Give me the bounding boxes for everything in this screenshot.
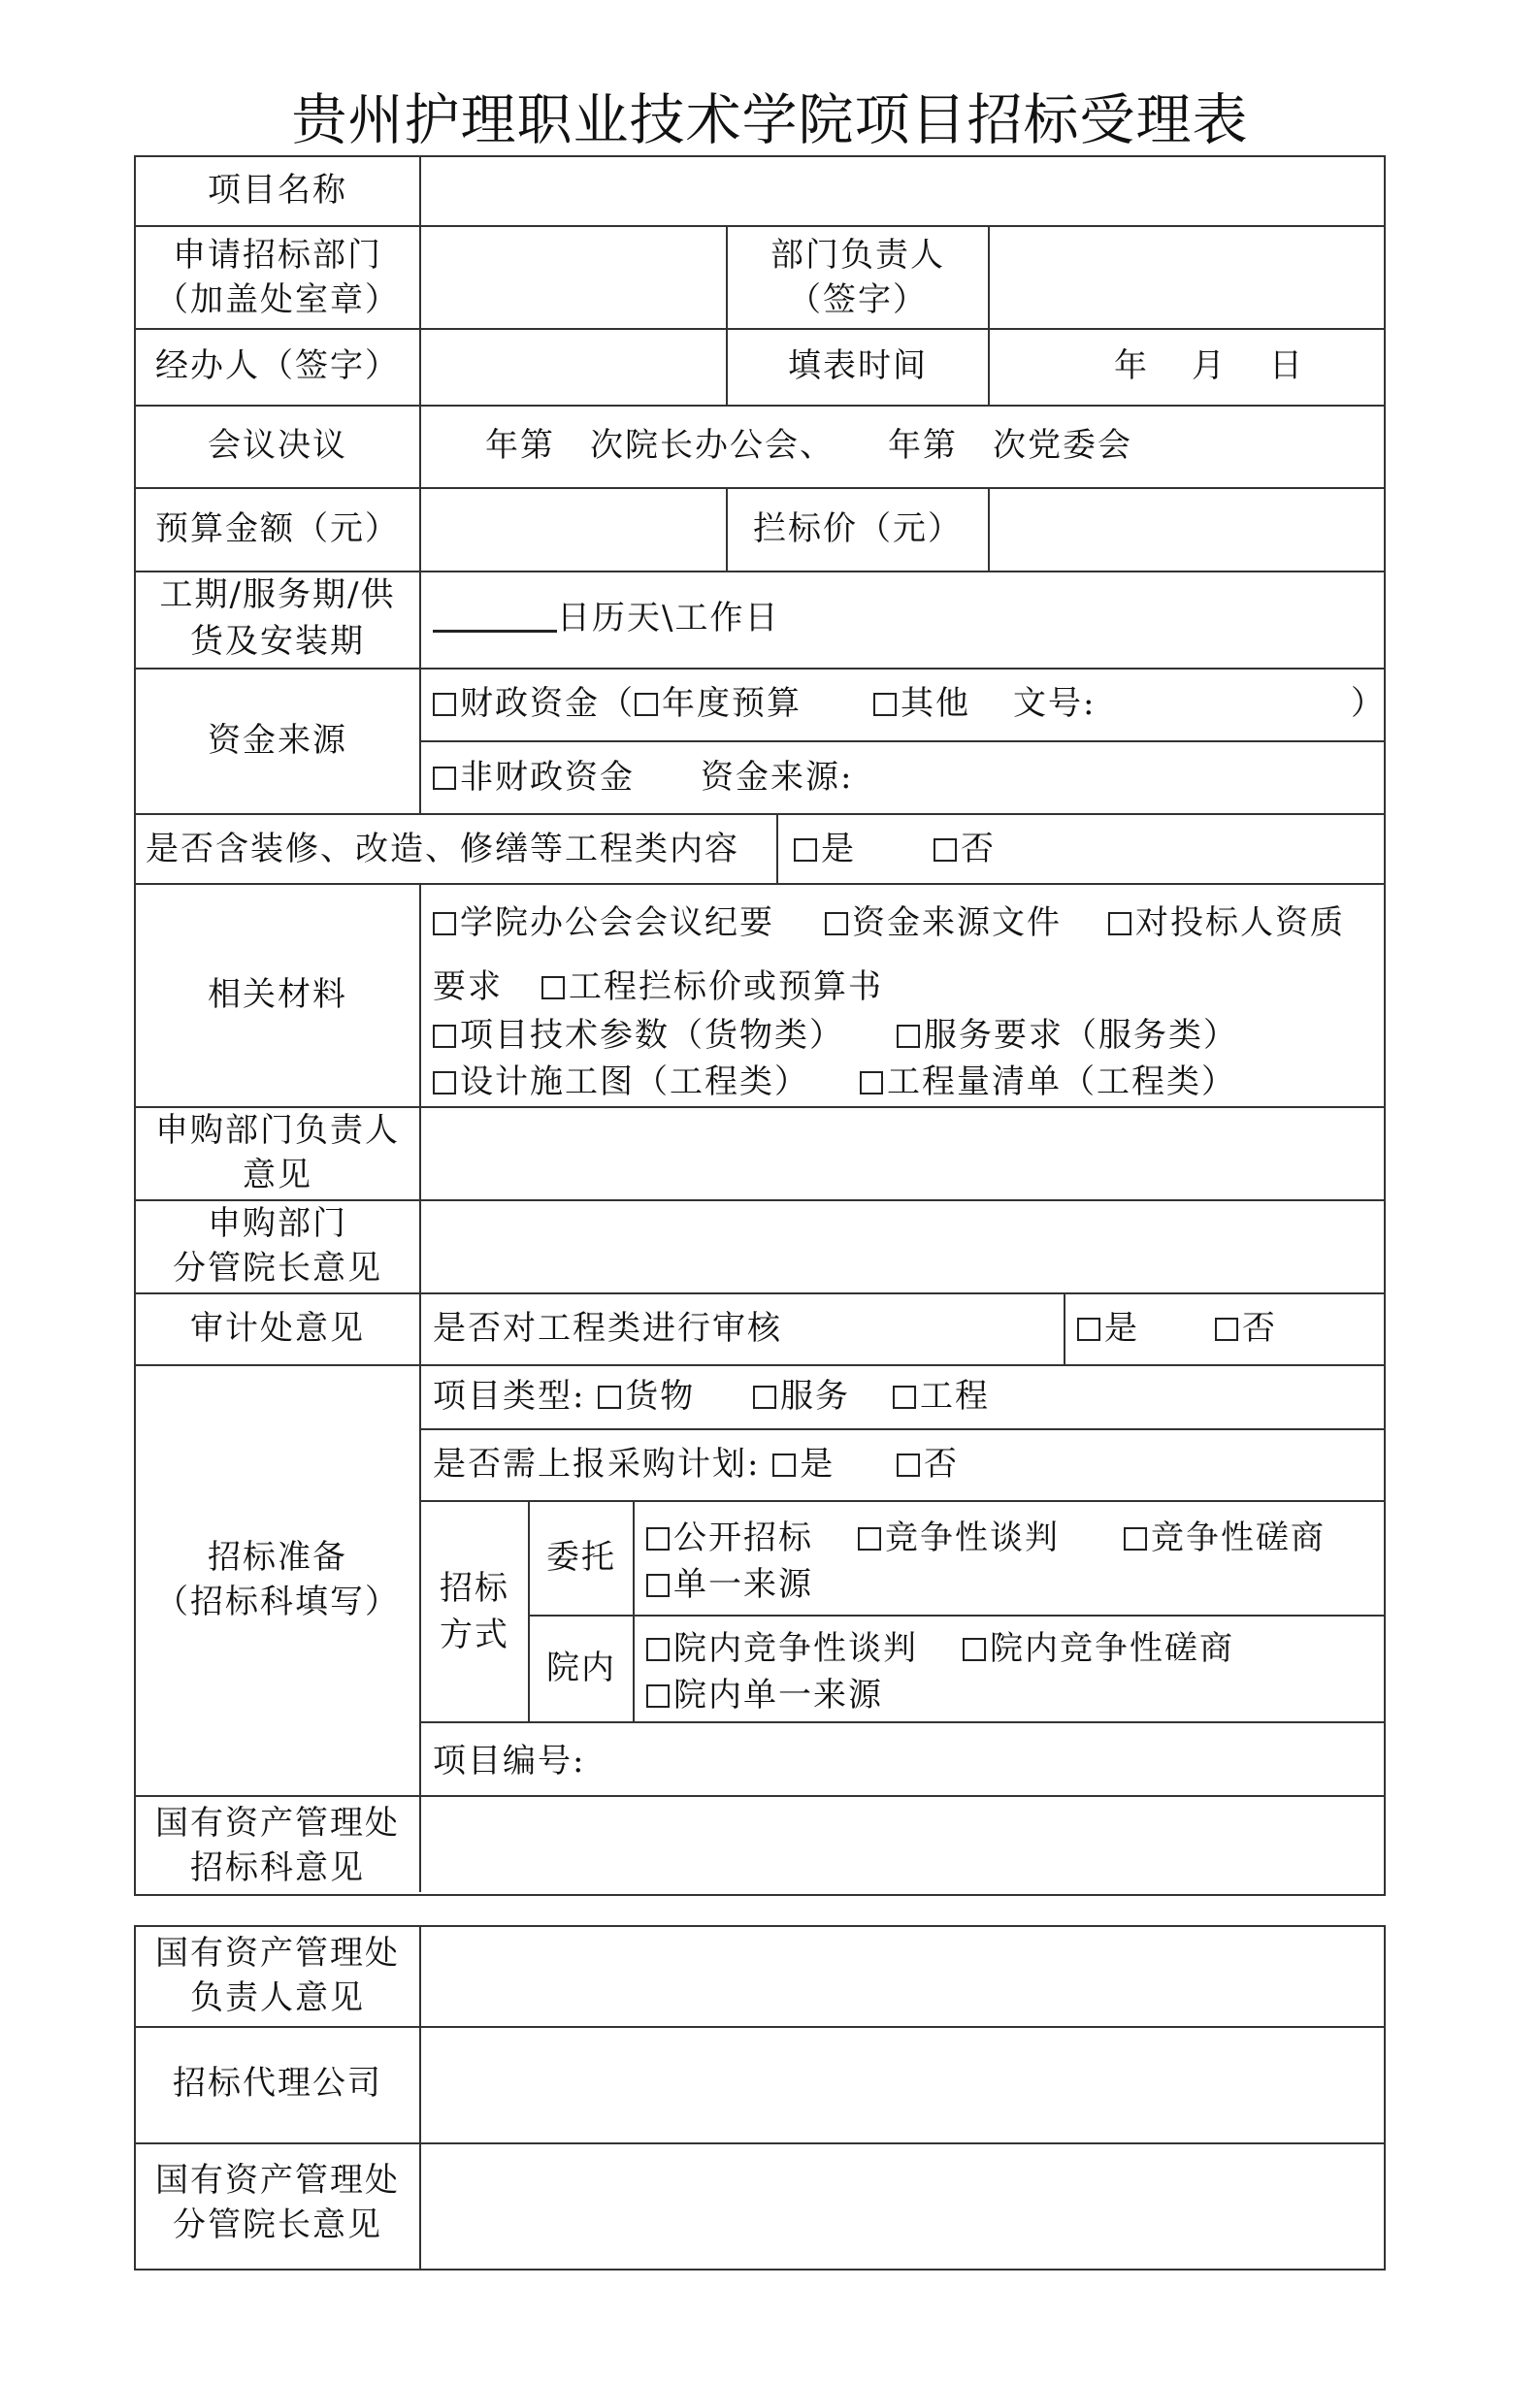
mat-tech-params-label: 项目技术参数（货物类）: [460, 1016, 844, 1055]
handler-label: 经办人（签字）: [155, 346, 400, 385]
materials-label: 相关材料: [208, 975, 347, 1014]
comp-negotiation-checkbox[interactable]: [858, 1527, 881, 1551]
doc-number-label: 文号:: [1013, 684, 1097, 723]
purchase-head-opinion-field[interactable]: [421, 1108, 1384, 1199]
purchase-vp-opinion-field[interactable]: [421, 1201, 1384, 1292]
annual-budget-label: 年度预算: [662, 684, 802, 723]
asset-vp-label-line2: 分管院长意见: [173, 2205, 382, 2244]
comp-negotiation-label: 竞争性谈判: [885, 1519, 1060, 1557]
engineering-yes-label: 是: [821, 830, 856, 868]
purchase-head-label-line2: 意见: [243, 1156, 312, 1194]
asset-bid-label-line1: 国有资产管理处: [155, 1804, 400, 1843]
dept-head-label-line1: 部门负责人: [770, 236, 945, 275]
comp-consult-checkbox[interactable]: [1124, 1527, 1147, 1551]
audit-yes-label: 是: [1104, 1309, 1139, 1348]
mat-design-drawing-label: 设计施工图（工程类）: [460, 1062, 809, 1101]
non-fiscal-fund-checkbox[interactable]: [433, 767, 456, 790]
method-label-line2: 方式: [440, 1616, 509, 1654]
engineering-question: 是否含装修、改造、修缮等工程类内容: [146, 830, 739, 868]
report-plan-no-label: 否: [924, 1445, 959, 1484]
asset-head-label-line1: 国有资产管理处: [155, 1934, 400, 1973]
asset-bid-label-line2: 招标科意见: [190, 1848, 365, 1887]
mat-fund-doc-checkbox[interactable]: [825, 912, 848, 935]
ceiling-price-label: 拦标价（元）: [753, 509, 963, 548]
audit-question: 是否对工程类进行审核: [433, 1309, 782, 1348]
mat-bill-of-quantities-label: 工程量清单（工程类）: [887, 1062, 1236, 1101]
project-number-label: 项目编号:: [433, 1742, 586, 1781]
audit-no-checkbox[interactable]: [1215, 1318, 1238, 1341]
asset-vp-label-line1: 国有资产管理处: [155, 2161, 400, 2200]
int-consult-label: 院内竞争性磋商: [990, 1629, 1234, 1668]
dept-head-signature-field[interactable]: [990, 227, 1384, 328]
project-name-label: 项目名称: [208, 171, 347, 210]
annual-budget-checkbox[interactable]: [635, 693, 658, 716]
project-name-field[interactable]: [421, 157, 1384, 225]
mat-bidder-qual-checkbox[interactable]: [1108, 912, 1131, 935]
engineering-no-checkbox[interactable]: [934, 838, 957, 862]
report-plan-label: 是否需上报采购计划:: [433, 1445, 761, 1484]
type-goods-label: 货物: [625, 1377, 696, 1416]
type-engineering-checkbox[interactable]: [893, 1386, 916, 1409]
purchase-vp-label-line1: 申购部门: [208, 1204, 347, 1243]
comp-consult-label: 竞争性磋商: [1151, 1519, 1326, 1557]
purchase-vp-label-line2: 分管院长意见: [173, 1249, 382, 1288]
fill-time-label: 填表时间: [788, 346, 928, 385]
audit-no-label: 否: [1242, 1309, 1277, 1348]
mat-meeting-minutes-checkbox[interactable]: [433, 912, 456, 935]
period-text: 日历天\工作日: [557, 599, 780, 637]
other-fund-checkbox[interactable]: [873, 693, 897, 716]
single-source-label: 单一来源: [673, 1565, 813, 1604]
asset-head-opinion-field[interactable]: [421, 1927, 1384, 2026]
mat-meeting-minutes-label: 学院办公会会议纪要: [460, 903, 774, 942]
open-bid-checkbox[interactable]: [646, 1527, 670, 1551]
ceiling-price-field[interactable]: [990, 489, 1384, 571]
mat-service-req-checkbox[interactable]: [897, 1025, 920, 1048]
engineering-no-label: 否: [961, 830, 996, 868]
fiscal-fund-label: 财政资金（: [460, 684, 635, 723]
asset-bid-opinion-field[interactable]: [421, 1797, 1384, 1892]
period-days-blank[interactable]: [433, 601, 557, 633]
audit-yes-checkbox[interactable]: [1077, 1318, 1100, 1341]
mat-bill-of-quantities-checkbox[interactable]: [860, 1071, 883, 1094]
agency-label: 招标代理公司: [173, 2064, 382, 2103]
project-type-label: 项目类型:: [433, 1377, 586, 1416]
fund-source-text-label: 资金来源:: [701, 758, 854, 797]
meeting-label: 会议决议: [208, 426, 347, 465]
fill-date-field[interactable]: 年 月 日: [1114, 346, 1308, 385]
dept-label-line2: （加盖处室章）: [155, 280, 400, 319]
int-single-label: 院内单一来源: [673, 1676, 883, 1715]
mat-fund-doc-label: 资金来源文件: [852, 903, 1062, 942]
entrust-label: 委托: [546, 1538, 616, 1577]
int-single-checkbox[interactable]: [646, 1684, 670, 1708]
report-plan-no-checkbox[interactable]: [897, 1454, 920, 1477]
period-label-line2: 货及安装期: [190, 622, 365, 661]
prep-label-line1: 招标准备: [208, 1538, 347, 1577]
meeting-text[interactable]: 年第 次院长办公会、 年第 次党委会: [485, 426, 1132, 465]
single-source-checkbox[interactable]: [646, 1574, 670, 1597]
type-service-checkbox[interactable]: [753, 1386, 776, 1409]
page-title: 贵州护理职业技术学院项目招标受理表: [291, 88, 1249, 152]
asset-head-label-line2: 负责人意见: [190, 1978, 365, 2017]
other-fund-label: 其他: [901, 684, 970, 723]
report-plan-yes-checkbox[interactable]: [772, 1454, 796, 1477]
report-plan-yes-label: 是: [800, 1445, 836, 1484]
mat-bidder-qual-label-cont: 要求: [433, 967, 503, 1006]
type-service-label: 服务: [780, 1377, 850, 1416]
type-goods-checkbox[interactable]: [598, 1386, 621, 1409]
engineering-yes-checkbox[interactable]: [794, 838, 817, 862]
dept-label-line1: 申请招标部门: [173, 236, 382, 275]
mat-ceiling-budget-checkbox[interactable]: [541, 976, 565, 999]
int-consult-checkbox[interactable]: [963, 1638, 986, 1661]
int-negotiation-checkbox[interactable]: [646, 1638, 670, 1661]
type-engineering-label: 工程: [920, 1377, 990, 1416]
prep-label-line2: （招标科填写）: [155, 1583, 400, 1621]
int-negotiation-label: 院内竞争性谈判: [673, 1629, 918, 1668]
audit-label: 审计处意见: [190, 1309, 365, 1348]
fiscal-fund-checkbox[interactable]: [433, 693, 456, 716]
agency-field[interactable]: [421, 2028, 1384, 2142]
budget-label: 预算金额（元）: [155, 509, 400, 548]
mat-design-drawing-checkbox[interactable]: [433, 1071, 456, 1094]
mat-service-req-label: 服务要求（服务类）: [924, 1016, 1238, 1055]
budget-field[interactable]: [421, 489, 726, 571]
mat-tech-params-checkbox[interactable]: [433, 1025, 456, 1048]
method-label-line1: 招标: [440, 1569, 509, 1608]
dept-field[interactable]: [421, 227, 726, 328]
asset-vp-opinion-field[interactable]: [421, 2144, 1384, 2267]
dept-head-label-line2: （签字）: [788, 280, 928, 319]
period-label-line1: 工期/服务期/供: [159, 575, 396, 614]
close-paren: ）: [1351, 684, 1386, 723]
purchase-head-label-line1: 申购部门负责人: [155, 1111, 400, 1150]
internal-label: 院内: [546, 1649, 616, 1687]
mat-bidder-qual-label: 对投标人资质: [1135, 903, 1345, 942]
mat-ceiling-budget-label: 工程拦标价或预算书: [569, 967, 883, 1006]
fund-source-label: 资金来源: [208, 721, 347, 760]
handler-signature-field[interactable]: [421, 330, 726, 405]
open-bid-label: 公开招标: [673, 1519, 813, 1557]
non-fiscal-fund-label: 非财政资金: [460, 758, 635, 797]
